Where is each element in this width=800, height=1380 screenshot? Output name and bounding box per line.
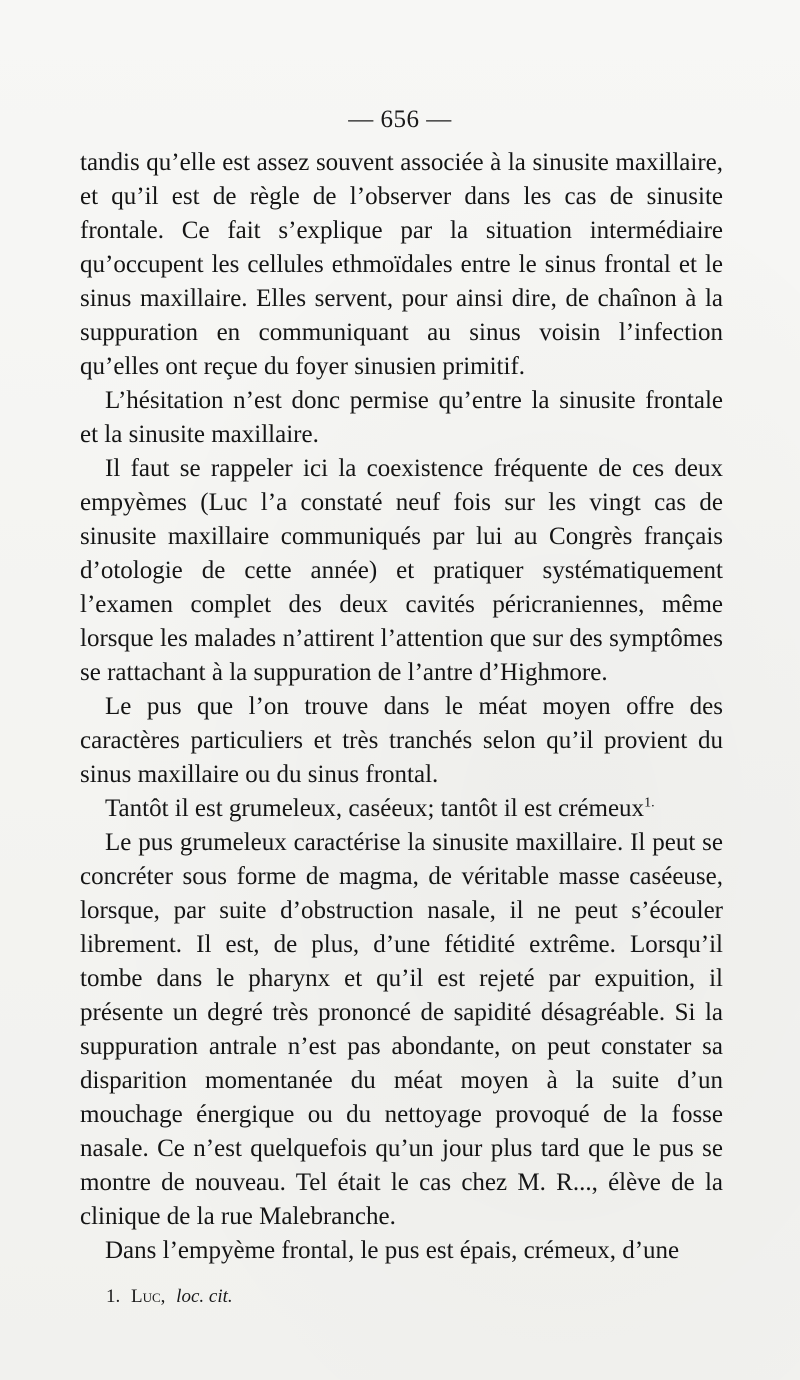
paragraph-5 — [80, 792, 723, 826]
paragraph-3: Il faut se rappeler ici la coexistence fréquente de ces deux empyèmes (Luc l’a constaté neuf fois sur les vingt cas de sinusite maxillaire communiqués par lui au Congrès français d’otologie de cette année) et pratiquer systématiquement l’examen complet des deux cavités péricraniennes, même lorsque les malades n’attirent l’attention que sur des symptômes se rattachant à la suppuration de l’antre d’Highmore. — [80, 455, 723, 686]
paragraph-7: Dans l’empyème frontal, le pus est épais, crémeux, d’une — [105, 1237, 680, 1264]
body-text — [80, 146, 723, 1268]
footnote-number: 1. — [106, 1286, 121, 1307]
paragraph-1: tandis qu’elle est assez souvent associée à la sinusite maxillaire, et qu’il est de règle de l’observer dans les cas de sinusite frontale. Ce fait s’explique par la situation intermédiaire qu’occupent les cellules ethmoïdales entre le sinus frontal et le sinus maxillaire. Elles servent, pour ainsi dire, de chaînon à la suppuration en communiquant au sinus voisin l’infection qu’elles ont reçue du foyer sinusien primitif. — [80, 149, 723, 380]
footnote-marker: 1. — [644, 795, 655, 811]
page-number: — 656 — — [348, 106, 452, 133]
paragraph-2: L’hésitation n’est donc permise qu’entre la sinusite frontale et la sinusite maxillaire. — [80, 387, 723, 448]
paragraph-6: Le pus grumeleux caractérise la sinusite maxillaire. Il peut se concréter sous forme de magma, de véritable masse caséeuse, lorsque, par suite d’obstruction nasale, il ne peut s’écouler librement. Il est, de plus, d’une fétidité extrême. Lorsqu’il tombe dans le pharynx et qu’il est rejeté par expuition, il présente un degré très prononcé de sapidité désagréable. Si la suppuration antrale n’est pas abondante, on peut constater sa disparition momentanée du méat moyen à la suite d’un mouchage énergique ou du nettoyage provoqué de la fosse nasale. Ce n’est quelquefois qu’un jour plus tard que le pus se montre de nouveau. Tel était le cas chez M. R..., élève de la clinique de la rue Malebranche. — [80, 829, 723, 1230]
paragraph-4: Le pus que l’on trouve dans le méat moyen offre des caractères particuliers et très tranchés selon qu’il provient du sinus maxillaire ou du sinus frontal. — [80, 693, 723, 788]
paragraph-5-text: Tantôt il est grumeleux, caséeux; tantôt il est crémeux — [105, 795, 645, 822]
footnote-author: Luc, — [131, 1286, 166, 1307]
footnote — [106, 1286, 233, 1308]
footnote-reference: loc. cit. — [176, 1286, 233, 1307]
